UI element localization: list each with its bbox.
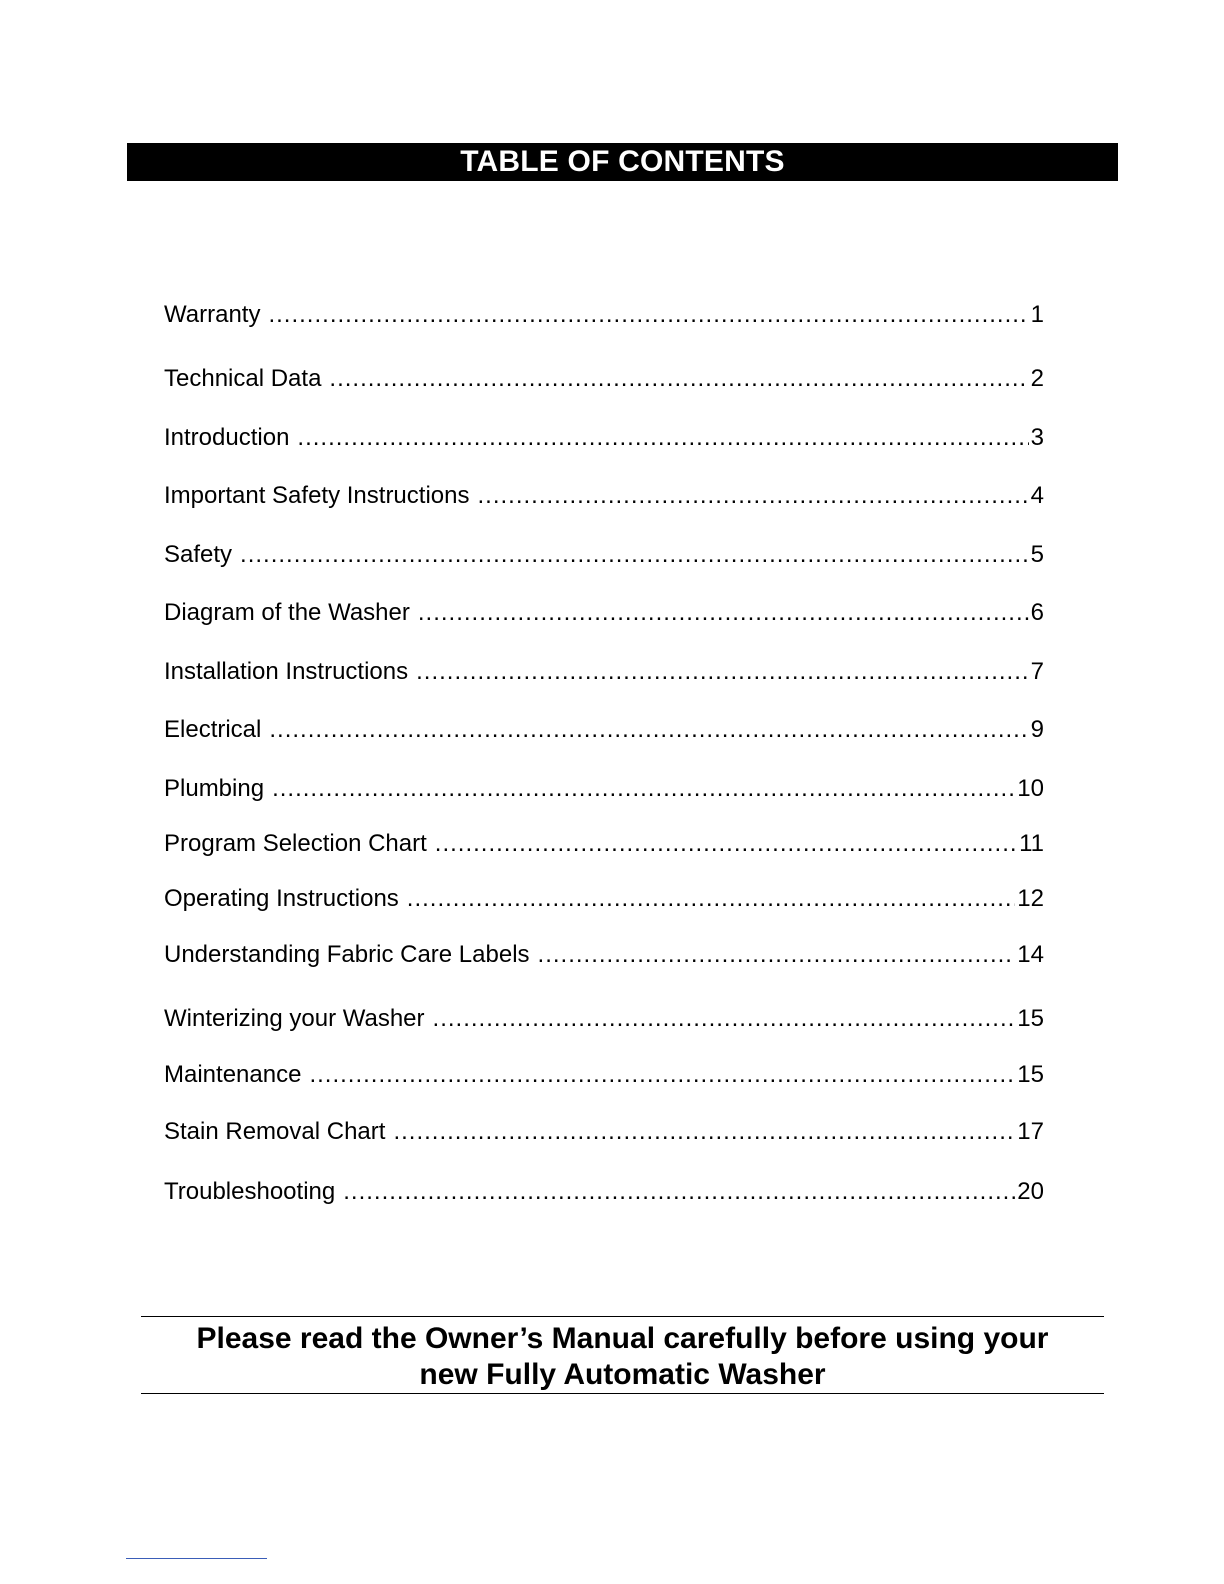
toc-leader-dots <box>269 715 1028 745</box>
toc-entry-electrical[interactable] <box>164 715 1044 745</box>
toc-leader-dots <box>343 1177 1015 1207</box>
toc-entry-label: Introduction <box>164 424 290 451</box>
toc-entry-understanding-fabric-care-labels[interactable] <box>164 940 1044 970</box>
toc-entry-label: Safety <box>164 541 233 568</box>
toc-entry-introduction[interactable] <box>164 423 1044 453</box>
toc-entry-page: 11 <box>1019 830 1044 857</box>
toc-entry-page: 4 <box>1030 482 1044 509</box>
toc-entry-winterizing-your-washer[interactable] <box>164 1004 1044 1034</box>
toc-entry-page: 14 <box>1017 941 1044 968</box>
toc-entry-page: 17 <box>1017 1118 1044 1145</box>
toc-entry-label: Warranty <box>164 301 261 328</box>
toc-entry-label: Important Safety Instructions <box>164 482 470 509</box>
toc-entry-label: Technical Data <box>164 365 322 392</box>
toc-entry-warranty[interactable] <box>164 300 1044 330</box>
toc-entry-page: 3 <box>1030 424 1044 451</box>
toc-entry-page: 2 <box>1030 365 1044 392</box>
toc-entry-stain-removal-chart[interactable] <box>164 1117 1044 1147</box>
toc-leader-dots <box>435 829 1017 859</box>
toc-leader-dots <box>297 423 1028 453</box>
toc-entry-label: Troubleshooting <box>164 1178 336 1205</box>
toc-leader-dots <box>329 364 1028 394</box>
toc-entry-diagram-of-the-washer[interactable] <box>164 598 1044 628</box>
notice-line-2: new Fully Automatic Washer <box>419 1358 826 1391</box>
toc-leader-dots <box>538 940 1016 970</box>
toc-entry-operating-instructions[interactable] <box>164 884 1044 914</box>
toc-entry-label: Operating Instructions <box>164 885 399 912</box>
toc-leader-dots <box>433 1004 1016 1034</box>
page-title: TABLE OF CONTENTS <box>127 143 1118 181</box>
toc-entry-page: 6 <box>1030 599 1044 626</box>
toc-leader-dots <box>407 884 1016 914</box>
toc-entry-page: 7 <box>1030 658 1044 685</box>
toc-entry-label: Plumbing <box>164 775 265 802</box>
toc-leader-dots <box>240 540 1029 570</box>
owner-manual-notice <box>141 1316 1104 1394</box>
toc-entry-plumbing[interactable] <box>164 774 1044 804</box>
toc-entry-label: Maintenance <box>164 1061 302 1088</box>
toc-entry-installation-instructions[interactable] <box>164 657 1044 687</box>
toc-entry-page: 12 <box>1017 885 1044 912</box>
toc-entry-page: 15 <box>1017 1061 1044 1088</box>
toc-entry-label: Understanding Fabric Care Labels <box>164 941 530 968</box>
toc-leader-dots <box>477 481 1028 511</box>
toc-entry-page: 1 <box>1030 301 1044 328</box>
toc-entry-important-safety-instructions[interactable] <box>164 481 1044 511</box>
toc-entry-maintenance[interactable] <box>164 1060 1044 1090</box>
toc-leader-dots <box>268 300 1028 330</box>
notice-line-1: Please read the Owner’s Manual carefully before using your <box>196 1322 1049 1355</box>
toc-entry-technical-data[interactable] <box>164 364 1044 394</box>
toc-leader-dots <box>393 1117 1015 1147</box>
toc-entry-label: Diagram of the Washer <box>164 599 410 626</box>
toc-leader-dots <box>309 1060 1015 1090</box>
toc-entry-page: 20 <box>1017 1178 1044 1205</box>
toc-leader-dots <box>416 657 1029 687</box>
toc-leader-dots <box>418 598 1029 628</box>
toc-entry-page: 5 <box>1030 541 1044 568</box>
toc-entry-page: 15 <box>1017 1005 1044 1032</box>
toc-entry-safety[interactable] <box>164 540 1044 570</box>
toc-entry-page: 10 <box>1017 775 1044 802</box>
toc-entry-page: 9 <box>1030 716 1044 743</box>
toc-entry-program-selection-chart[interactable] <box>164 829 1044 859</box>
toc-entry-label: Stain Removal Chart <box>164 1118 386 1145</box>
toc-entry-troubleshooting[interactable] <box>164 1177 1044 1207</box>
toc-entry-label: Installation Instructions <box>164 658 409 685</box>
toc-entry-label: Program Selection Chart <box>164 830 427 857</box>
toc-entry-label: Winterizing your Washer <box>164 1005 425 1032</box>
toc-entry-label: Electrical <box>164 716 262 743</box>
toc-leader-dots <box>272 774 1015 804</box>
footer-divider <box>126 1558 267 1559</box>
